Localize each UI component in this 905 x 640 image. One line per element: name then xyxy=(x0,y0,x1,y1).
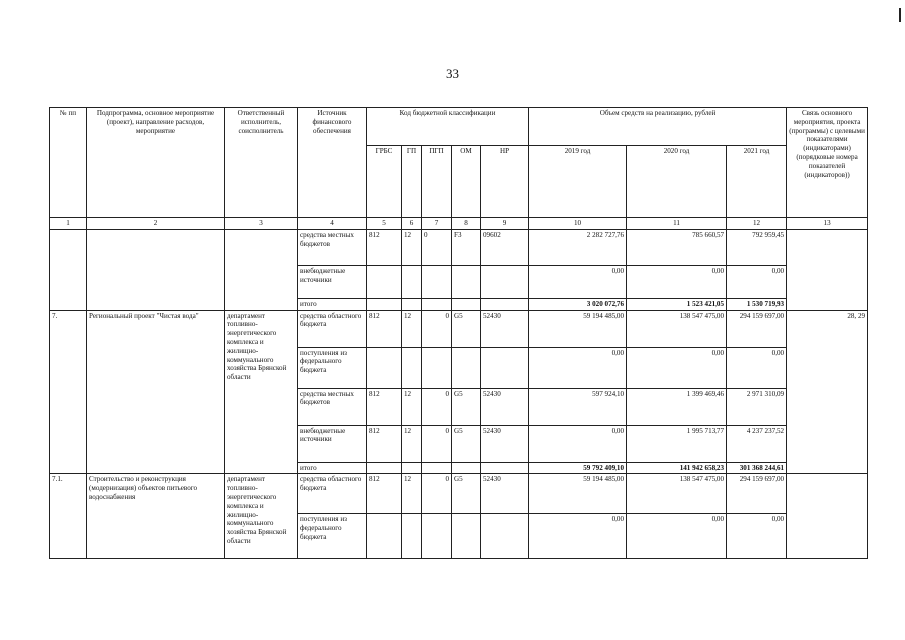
col-number: 1 xyxy=(50,218,87,230)
header-source: Источник финансового обеспечения xyxy=(298,108,367,218)
header-budget-code: Код бюджетной классификации xyxy=(367,108,529,146)
table-row xyxy=(50,229,868,265)
table-row xyxy=(50,474,868,514)
header-grbs: ГРБС xyxy=(367,146,402,218)
row-pgp xyxy=(422,462,452,474)
row-gp: 12 xyxy=(402,474,422,514)
col-number: 11 xyxy=(627,218,727,230)
row-num: 7. xyxy=(50,310,87,474)
row-2021: 0,00 xyxy=(727,514,787,559)
row-2021: 2 971 310,09 xyxy=(727,388,787,425)
row-grbs: 812 xyxy=(367,425,402,462)
row-2019: 2 282 727,76 xyxy=(529,229,627,265)
row-grbs xyxy=(367,514,402,559)
row-np: 52430 xyxy=(481,310,529,347)
row-2019: 0,00 xyxy=(529,347,627,388)
row-grbs: 812 xyxy=(367,474,402,514)
row-name: Региональный проект "Чистая вода" xyxy=(87,310,225,474)
header-row-1 xyxy=(50,108,868,146)
row-pgp: 0 xyxy=(422,229,452,265)
row-executor: департамент топливно-энергетического комплекса и жилищно-коммунального хозяйства Брянской области xyxy=(225,474,298,559)
page-number: 33 xyxy=(446,66,459,81)
row-gp: 12 xyxy=(402,229,422,265)
row-grbs xyxy=(367,462,402,474)
header-2020: 2020 год xyxy=(627,146,727,218)
col-number: 9 xyxy=(481,218,529,230)
row-grbs xyxy=(367,347,402,388)
row-2020: 0,00 xyxy=(627,514,727,559)
row-grbs: 812 xyxy=(367,310,402,347)
row-source: средства местных бюджетов xyxy=(298,229,367,265)
row-np: 52430 xyxy=(481,474,529,514)
row-2020: 785 660,57 xyxy=(627,229,727,265)
col-number: 6 xyxy=(402,218,422,230)
row-pgp: 0 xyxy=(422,474,452,514)
row-grbs: 812 xyxy=(367,388,402,425)
col-number: 12 xyxy=(727,218,787,230)
row-source: итого xyxy=(298,298,367,310)
row-link: 28, 29 xyxy=(787,310,868,474)
row-source: поступления из федерального бюджета xyxy=(298,347,367,388)
row-np xyxy=(481,298,529,310)
row-np: 52430 xyxy=(481,388,529,425)
header-2021: 2021 год xyxy=(727,146,787,218)
row-2019: 0,00 xyxy=(529,425,627,462)
row-gp: 12 xyxy=(402,310,422,347)
row-2020: 138 547 475,00 xyxy=(627,474,727,514)
row-source: внебюджетные источники xyxy=(298,425,367,462)
row-np xyxy=(481,265,529,298)
row-np xyxy=(481,462,529,474)
row-name xyxy=(87,229,225,310)
row-2019: 59 194 485,00 xyxy=(529,474,627,514)
row-om: G5 xyxy=(452,474,481,514)
row-source: внебюджетные источники xyxy=(298,265,367,298)
row-om: G5 xyxy=(452,310,481,347)
row-name: Строительство и реконструкция (модернизация) объектов питьевого водоснабжения xyxy=(87,474,225,559)
row-grbs: 812 xyxy=(367,229,402,265)
row-2019: 0,00 xyxy=(529,514,627,559)
row-num xyxy=(50,229,87,310)
row-source: итого xyxy=(298,462,367,474)
col-number: 5 xyxy=(367,218,402,230)
col-number: 3 xyxy=(225,218,298,230)
col-number: 4 xyxy=(298,218,367,230)
header-om: ОМ xyxy=(452,146,481,218)
row-gp xyxy=(402,514,422,559)
row-2021: 294 159 697,00 xyxy=(727,474,787,514)
row-source: поступления из федерального бюджета xyxy=(298,514,367,559)
row-2021: 0,00 xyxy=(727,265,787,298)
row-gp xyxy=(402,462,422,474)
row-grbs xyxy=(367,298,402,310)
row-pgp: 0 xyxy=(422,310,452,347)
header-2019: 2019 год xyxy=(529,146,627,218)
row-2020: 138 547 475,00 xyxy=(627,310,727,347)
header-pgp: ПГП xyxy=(422,146,452,218)
header-subprogram: Подпрограмма, основное мероприятие (проект), направление расходов, мероприятие xyxy=(87,108,225,218)
header-link: Связь основного мероприятия, проекта (программы) с целевыми показателями (индикаторами) (порядковые номера показателей (индикаторов)) xyxy=(787,108,868,218)
row-source: средства местных бюджетов xyxy=(298,388,367,425)
row-om xyxy=(452,298,481,310)
row-2020: 1 995 713,77 xyxy=(627,425,727,462)
row-2021: 1 530 719,93 xyxy=(727,298,787,310)
header-np: НР xyxy=(481,146,529,218)
row-om: F3 xyxy=(452,229,481,265)
row-2021: 294 159 697,00 xyxy=(727,310,787,347)
row-pgp xyxy=(422,514,452,559)
col-number: 10 xyxy=(529,218,627,230)
row-2019: 3 020 072,76 xyxy=(529,298,627,310)
row-om xyxy=(452,265,481,298)
row-gp xyxy=(402,298,422,310)
row-np xyxy=(481,514,529,559)
row-om xyxy=(452,347,481,388)
row-np: 09602 xyxy=(481,229,529,265)
header-volume: Объем средств на реализацию, рублей xyxy=(529,108,787,146)
row-source: средства областного бюджета xyxy=(298,474,367,514)
row-2021: 0,00 xyxy=(727,347,787,388)
row-link xyxy=(787,229,868,310)
row-np: 52430 xyxy=(481,425,529,462)
row-2020: 0,00 xyxy=(627,265,727,298)
row-2019: 597 924,10 xyxy=(529,388,627,425)
header-num: № пп xyxy=(50,108,87,218)
row-np xyxy=(481,347,529,388)
row-2019: 0,00 xyxy=(529,265,627,298)
row-2021: 4 237 237,52 xyxy=(727,425,787,462)
row-2020: 1 399 469,46 xyxy=(627,388,727,425)
row-2020: 0,00 xyxy=(627,347,727,388)
row-link xyxy=(787,474,868,559)
row-om: G5 xyxy=(452,388,481,425)
row-pgp: 0 xyxy=(422,388,452,425)
scan-edge-mark xyxy=(899,8,901,22)
row-num: 7.1. xyxy=(50,474,87,559)
row-2021: 792 959,45 xyxy=(727,229,787,265)
header-executor: Ответственный исполнитель, соисполнитель xyxy=(225,108,298,218)
row-om xyxy=(452,462,481,474)
header-gp: ГП xyxy=(402,146,422,218)
row-2020: 141 942 658,23 xyxy=(627,462,727,474)
row-pgp xyxy=(422,265,452,298)
col-number: 2 xyxy=(87,218,225,230)
row-om: G5 xyxy=(452,425,481,462)
row-2019: 59 792 409,10 xyxy=(529,462,627,474)
row-executor xyxy=(225,229,298,310)
row-grbs xyxy=(367,265,402,298)
row-2020: 1 523 421,05 xyxy=(627,298,727,310)
row-gp: 12 xyxy=(402,388,422,425)
row-gp xyxy=(402,347,422,388)
col-number: 8 xyxy=(452,218,481,230)
row-om xyxy=(452,514,481,559)
row-executor: департамент топливно-энергетического комплекса и жилищно-коммунального хозяйства Брянской области xyxy=(225,310,298,474)
row-2021: 301 368 244,61 xyxy=(727,462,787,474)
table-row xyxy=(50,310,868,347)
col-number: 13 xyxy=(787,218,868,230)
row-gp: 12 xyxy=(402,425,422,462)
col-number: 7 xyxy=(422,218,452,230)
row-pgp: 0 xyxy=(422,425,452,462)
row-pgp xyxy=(422,347,452,388)
budget-table xyxy=(49,107,868,559)
row-pgp xyxy=(422,298,452,310)
row-2019: 59 194 485,00 xyxy=(529,310,627,347)
row-source: средства областного бюджета xyxy=(298,310,367,347)
column-number-row xyxy=(50,218,868,230)
row-gp xyxy=(402,265,422,298)
